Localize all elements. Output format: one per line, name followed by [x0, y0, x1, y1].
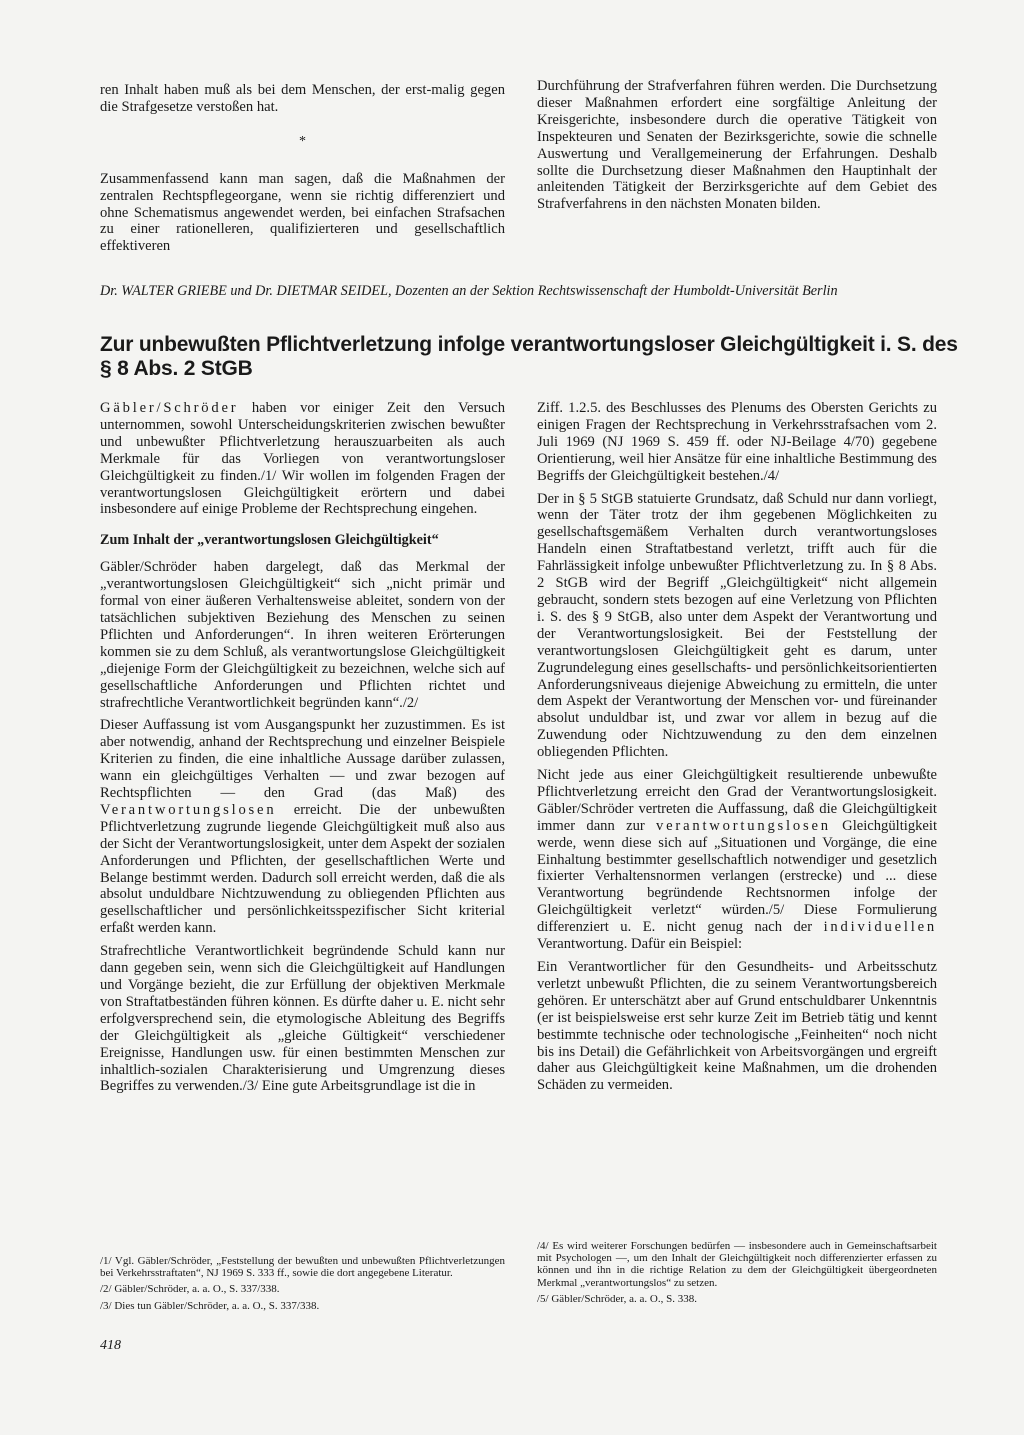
paragraph: Zusammenfassend kann man sagen, daß die Maßnahmen der zentralen Rechtspflegeorgane, wenn sie richtig differenziert und ohne Schematismus angewendet werden, bei einfachen Strafsachen zu einer rationelleren, qualifizierteren und gesellschaftlich effektiveren: [100, 170, 505, 255]
paragraph: [100, 400, 505, 518]
paragraph: Strafrechtliche Verantwortlichkeit begründende Schuld kann nur dann gegeben sein, wenn sich die Gleichgültigkeit auf Handlungen und Vorgänge bezieht, die zur Erfüllung der objektiven Merkmale von Straftatbeständen führen können. Es dürfte daher u. E. nicht sehr erfolgversprechend sein, die etymologische Ableitung des Begriffs der Gleichgültigkeit als „gleiche Gültigkeit“ verschiedener Ereignisse, Handlungen usw. für einen bestimmten Menschen zur inhaltlich-sozialen Charakterisierung und Umgrenzung dieses Begriffes zu verwenden./3/ Eine gute Arbeitsgrundlage ist die in: [100, 943, 505, 1095]
paragraph-text: Dieser Auffassung ist vom Ausgangspunkt her zuzustimmen. Es ist aber notwendig, anhand der Rechtsprechung und einzelner Beispiele Kriterien zu finden, die eine inhaltliche Aussage darüber zulassen, wann ein gleichgültiges Verhalten — und zwar bezogen auf Rechtspflichten — den Grad (das Maß) des: [100, 717, 505, 802]
section-separator: *: [299, 133, 306, 149]
article-right-column: [537, 400, 937, 1100]
page-number: 418: [100, 1338, 121, 1353]
footnotes-right: [537, 1240, 937, 1309]
paragraph-text: erreicht. Die der unbewußten Pflichtverletzung zugrunde liegende Gleichgültigkeit muß also aus der Sicht der Verantwortungslosigkeit, unter dem Aspekt der sozialen Anforderungen und Pflichten, der gesellschaftlichen Werte und Belange bestimmt werden. Dadurch soll erreicht werden, daß die als absolut unduldbare Nichtzuwendung zu obliegenden Pflichten aus gesellschaftlicher und persönlichkeitsspezifischer Sicht kriterial erfaßt werden kann.: [100, 801, 505, 937]
paragraph: Der in § 5 StGB statuierte Grundsatz, daß Schuld nur dann vorliegt, wenn der Täter trotz der ihm gegebenen Möglichkeiten zu gesellschaftsgemäßem Verhalten durch verantwortungsloses Handeln einen Straftatbestand verletzt, trifft auch für die Fahrlässigkeit infolge unbewußter Pflichtverletzung zu. In § 8 Abs. 2 StGB wird der Begriff „Gleichgültigkeit“ nicht allgemein gebraucht, sondern stets bezogen auf eine Verletzung von Pflichten i. S. des § 9 StGB, also unter dem Aspekt der Verantwortung und der Verantwortungslosigkeit. Bei der Feststellung der verantwortungslosen Gleichgültigkeit geht es darum, unter Zugrundelegung eines gesellschafts- und persönlichkeitsorientierten Anforderungsniveaus diejenige Abweichung zu ermitteln, die unter dem Aspekt der Verantwortung der Menschen vor- und füreinander absolut unduldbar ist, und zwar vor allem in bezug auf die Zuwendung oder Nichtzuwendung zu den dem einzelnen obliegenden Pflichten.: [537, 490, 937, 761]
paragraph: Durchführung der Strafverfahren führen werden. Die Durchsetzung dieser Maßnahmen erfordert eine sorgfältige Anleitung der Kreisgerichte, insbesondere durch die operative Tätigkeit von Inspekteuren und Senaten der Bezirksgerichte, sowie die schnelle Auswertung und Verallgemeinerung der Erfahrungen. Deshalb sollte die Durchsetzung dieser Maßnahmen den Hauptinhalt der anleitenden Tätigkeit der Berzirksgerichte auf dem Gebiet des Strafverfahrens in den nächsten Monaten bilden.: [537, 78, 937, 213]
paragraph: Ziff. 1.2.5. des Beschlusses des Plenums des Obersten Gerichts zu einigen Fragen der Rechtsprechung in Verkehrsstrafsachen vom 2. Juli 1969 (NJ 1969 S. 459 ff. oder NJ-Beilage 4/70) gegebene Orientierung, weil hier Ansätze für eine inhaltliche Bestimmung des Begriffs der Gleichgültigkeit bestehen./4/: [537, 400, 937, 484]
top-right-column: [537, 78, 937, 219]
top-left-column: [100, 82, 505, 261]
paragraph-text: Gleichgültigkeit werde, wenn diese sich auf „Situationen und Vorgänge, die eine Einhaltung bestimmter gesellschaftlich notwendiger und gesetzlich fixierter Verhaltensnormen verlangen (erstrecke) und ... diese Verantwortung begründende Rechtsnormen infolge der Gleichgültigkeit verletzt“ würden./5/ Diese Formulierung differenziert u. E. nicht genug nach der: [537, 817, 937, 936]
spaced-name: Gäbler/Schröder: [100, 400, 239, 416]
footnotes-left: [100, 1255, 505, 1316]
article-left-column: [100, 400, 505, 1101]
paragraph: ren Inhalt haben muß als bei dem Menschen, der erst-malig gegen die Strafgesetze verstoßen hat.: [100, 82, 505, 115]
paragraph-text: Verantwortung. Dafür ein Beispiel:: [537, 936, 743, 953]
article-authors: Dr. WALTER GRIEBE und Dr. DIETMAR SEIDEL, Dozenten an der Sektion Rechtswissenschaft der Humboldt-Universität Berlin: [100, 283, 838, 299]
paragraph: [537, 767, 937, 953]
footnote: /4/ Es wird weiterer Forschungen bedürfen — insbesondere auch in Gemeinschaftsarbeit mit Psychologen —, um den Inhalt der Gleichgültigkeit noch differenzierter erfassen zu können und ihn in die richtige Relation zu dem der Gleichgültigkeit übergeordneten Merkmal „verantwortungslos“ zu setzen.: [537, 1240, 937, 1289]
section-heading: Zum Inhalt der „verantwortungslosen Gleichgültigkeit“: [100, 532, 439, 549]
spaced-emphasis: Verantwortungslosen: [100, 801, 277, 818]
paragraph: [100, 717, 505, 937]
footnote: /3/ Dies tun Gäbler/Schröder, a. a. O., S. 337/338.: [100, 1299, 320, 1312]
footnote: /1/ Vgl. Gäbler/Schröder, „Feststellung der bewußten und unbewußten Pflichtverletzungen bei Verkehrsstraftaten“, NJ 1969 S. 333 ff., sowie die dort angegebene Literatur.: [100, 1255, 505, 1280]
paragraph: Ein Verantwortlicher für den Gesundheits- und Arbeitsschutz verletzt unbewußt Pflichten, die zu seinem Verantwortungsbereich gehören. Er unterschätzt aber auf Grund entschuldbarer Unkenntnis (er ist beispielsweise erst sehr kurze Zeit im Betrieb tätig und kennt bestimmte technische oder technologische „Feinheiten“ noch nicht bis ins Detail) die Gefährlichkeit von Arbeitsvorgängen und ergreift daher aus Gleichgültigkeit keine Maßnahmen, um die drohenden Schäden zu vermeiden.: [537, 959, 937, 1094]
footnote: /5/ Gäbler/Schröder, a. a. O., S. 338.: [537, 1292, 697, 1305]
spaced-emphasis: verantwortungslosen: [656, 817, 831, 834]
footnote: /2/ Gäbler/Schröder, a. a. O., S. 337/338.: [100, 1283, 280, 1296]
paragraph-text: haben vor einiger Zeit den Versuch unternommen, sowohl Unterscheidungskriterien zwischen bewußter und unbewußter Pflichtverletzung herauszuarbeiten als auch Merkmale für das Vorliegen von verantwortungsloser Gleichgültigkeit zu finden./1/ Wir wollen im folgenden Fragen der verantwortungslosen Gleichgültigkeit erörtern und dabei insbesondere auf einige Probleme der Rechtsprechung eingehen.: [100, 400, 505, 518]
article-title: Zur unbewußten Pflichtverletzung infolge verantwortungsloser Gleichgültigkeit i. S. des § 8 Abs. 2 StGB: [100, 333, 958, 380]
spaced-emphasis: individuellen: [823, 919, 937, 936]
paragraph: Gäbler/Schröder haben dargelegt, daß das Merkmal der „verantwortungslosen Gleichgültigkeit“ sich „nicht primär und formal von einer äußeren Verhaltensweise ableitet, sondern von der tatsächlichen subjektiven Beziehung des Menschen zu seinen Pflichten und Anforderungen“. In ihren weiteren Erörterungen kommen sie zu dem Schluß, als verantwortungslose Gleichgültigkeit „diejenige Form der Gleichgültigkeit zu bezeichnen, welche sich auf gesellschaftliche Anforderungen und Pflichten richtet und strafrechtliche Verantwortlichkeit begründen kann“./2/: [100, 559, 505, 711]
paragraph-text: Nicht jede aus einer Gleichgültigkeit resultierende unbewußte Pflichtverletzung erreicht den Grad der Verantwortungslosigkeit. Gäbler/Schröder vertreten die Auffassung, daß die Gleichgültigkeit immer dann zur: [537, 767, 937, 834]
